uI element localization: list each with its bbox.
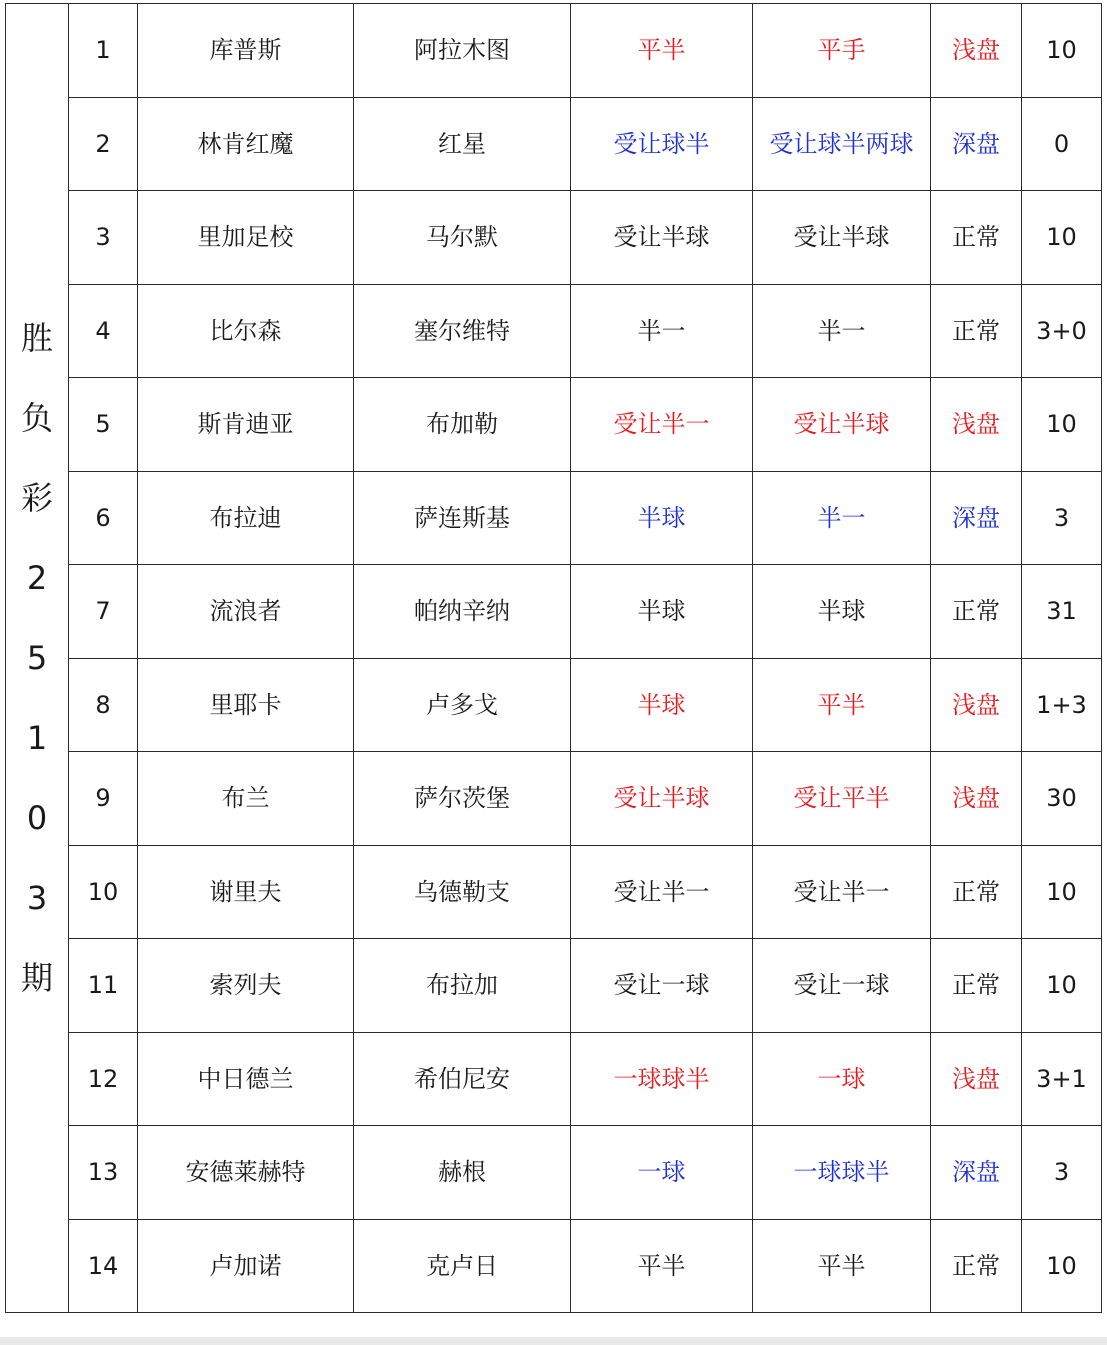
period-label-char: 3 [26, 879, 48, 917]
match-number-cell: 9 [69, 752, 138, 846]
bottom-scroll-strip [0, 1337, 1107, 1345]
home-team-cell: 谢里夫 [138, 845, 354, 939]
handicap-b-cell: 平手 [753, 4, 931, 98]
home-team-cell: 索列夫 [138, 939, 354, 1033]
handicap-a-cell: 平半 [571, 1219, 753, 1313]
handicap-b-cell: 半一 [753, 471, 931, 565]
handicap-a-cell: 半一 [571, 284, 753, 378]
handicap-a-cell: 受让球半 [571, 97, 753, 191]
match-number-cell: 10 [69, 845, 138, 939]
period-label-char: 0 [26, 799, 48, 837]
home-team-cell: 林肯红魔 [138, 97, 354, 191]
away-team-cell: 乌德勒支 [354, 845, 571, 939]
result-cell: 10 [1022, 845, 1102, 939]
handicap-depth-cell: 正常 [931, 565, 1022, 659]
handicap-a-cell: 受让半球 [571, 191, 753, 285]
handicap-depth-cell: 正常 [931, 284, 1022, 378]
match-number-cell: 6 [69, 471, 138, 565]
handicap-b-cell: 半一 [753, 284, 931, 378]
away-team-cell: 帕纳辛纳 [354, 565, 571, 659]
table-row [6, 658, 1102, 752]
away-team-cell: 马尔默 [354, 191, 571, 285]
handicap-depth-cell: 深盘 [931, 97, 1022, 191]
handicap-a-cell: 一球球半 [571, 1032, 753, 1126]
home-team-cell: 布兰 [138, 752, 354, 846]
handicap-depth-cell: 正常 [931, 191, 1022, 285]
handicap-a-cell: 半球 [571, 658, 753, 752]
handicap-depth-cell: 浅盘 [931, 1032, 1022, 1126]
match-number-cell: 3 [69, 191, 138, 285]
table-row [6, 939, 1102, 1033]
handicap-a-cell: 半球 [571, 471, 753, 565]
period-label-char: 彩 [20, 479, 53, 517]
match-number-cell: 11 [69, 939, 138, 1033]
away-team-cell: 布拉加 [354, 939, 571, 1033]
handicap-depth-cell: 深盘 [931, 471, 1022, 565]
table-row [6, 378, 1102, 472]
home-team-cell: 中日德兰 [138, 1032, 354, 1126]
result-cell: 10 [1022, 191, 1102, 285]
match-number-cell: 7 [69, 565, 138, 659]
away-team-cell: 布加勒 [354, 378, 571, 472]
table-row [6, 845, 1102, 939]
table-row [6, 1219, 1102, 1313]
handicap-depth-cell: 深盘 [931, 1126, 1022, 1220]
table-row [6, 471, 1102, 565]
match-number-cell: 8 [69, 658, 138, 752]
away-team-cell: 克卢日 [354, 1219, 571, 1313]
away-team-cell: 赫根 [354, 1126, 571, 1220]
result-cell: 3 [1022, 471, 1102, 565]
table-row [6, 97, 1102, 191]
away-team-cell: 卢多戈 [354, 658, 571, 752]
handicap-a-cell: 半球 [571, 565, 753, 659]
result-cell: 10 [1022, 939, 1102, 1033]
period-label-char: 1 [26, 719, 48, 757]
table-row [6, 1032, 1102, 1126]
result-cell: 1+3 [1022, 658, 1102, 752]
home-team-cell: 库普斯 [138, 4, 354, 98]
handicap-depth-cell: 正常 [931, 939, 1022, 1033]
away-team-cell: 塞尔维特 [354, 284, 571, 378]
handicap-a-cell: 受让一球 [571, 939, 753, 1033]
home-team-cell: 流浪者 [138, 565, 354, 659]
handicap-b-cell: 受让平半 [753, 752, 931, 846]
handicap-b-cell: 一球 [753, 1032, 931, 1126]
away-team-cell: 阿拉木图 [354, 4, 571, 98]
handicap-b-cell: 受让半球 [753, 191, 931, 285]
handicap-depth-cell: 浅盘 [931, 378, 1022, 472]
home-team-cell: 比尔森 [138, 284, 354, 378]
home-team-cell: 安德莱赫特 [138, 1126, 354, 1220]
period-label-char: 2 [26, 559, 48, 597]
period-label-char: 5 [26, 639, 48, 677]
result-cell: 10 [1022, 378, 1102, 472]
period-label-char: 负 [20, 399, 53, 437]
match-number-cell: 2 [69, 97, 138, 191]
match-number-cell: 1 [69, 4, 138, 98]
away-team-cell: 希伯尼安 [354, 1032, 571, 1126]
handicap-depth-cell: 浅盘 [931, 752, 1022, 846]
table-row [6, 284, 1102, 378]
handicap-depth-cell: 浅盘 [931, 4, 1022, 98]
home-team-cell: 卢加诺 [138, 1219, 354, 1313]
period-label-char: 胜 [20, 319, 53, 357]
result-cell: 3+1 [1022, 1032, 1102, 1126]
handicap-a-cell: 平半 [571, 4, 753, 98]
match-number-cell: 5 [69, 378, 138, 472]
match-number-cell: 13 [69, 1126, 138, 1220]
table-row [6, 1126, 1102, 1220]
home-team-cell: 布拉迪 [138, 471, 354, 565]
result-cell: 0 [1022, 97, 1102, 191]
home-team-cell: 斯肯迪亚 [138, 378, 354, 472]
handicap-b-cell: 受让半球 [753, 378, 931, 472]
match-number-cell: 14 [69, 1219, 138, 1313]
handicap-depth-cell: 正常 [931, 845, 1022, 939]
table-row [6, 752, 1102, 846]
result-cell: 10 [1022, 4, 1102, 98]
table-row [6, 191, 1102, 285]
result-cell: 30 [1022, 752, 1102, 846]
handicap-b-cell: 受让半一 [753, 845, 931, 939]
table-row [6, 565, 1102, 659]
handicap-a-cell: 一球 [571, 1126, 753, 1220]
period-label-char: 期 [20, 959, 53, 997]
match-number-cell: 4 [69, 284, 138, 378]
handicap-a-cell: 受让半一 [571, 845, 753, 939]
away-team-cell: 萨连斯基 [354, 471, 571, 565]
handicap-a-cell: 受让半一 [571, 378, 753, 472]
handicap-b-cell: 平半 [753, 1219, 931, 1313]
period-cell [6, 4, 69, 1313]
handicap-b-cell: 平半 [753, 658, 931, 752]
handicap-a-cell: 受让半球 [571, 752, 753, 846]
handicap-b-cell: 一球球半 [753, 1126, 931, 1220]
handicap-depth-cell: 浅盘 [931, 658, 1022, 752]
table-row [6, 4, 1102, 98]
period-label [10, 298, 64, 1018]
lottery-table [5, 3, 1102, 1313]
match-number-cell: 12 [69, 1032, 138, 1126]
result-cell: 31 [1022, 565, 1102, 659]
home-team-cell: 里耶卡 [138, 658, 354, 752]
result-cell: 3+0 [1022, 284, 1102, 378]
handicap-b-cell: 受让球半两球 [753, 97, 931, 191]
result-cell: 3 [1022, 1126, 1102, 1220]
handicap-depth-cell: 正常 [931, 1219, 1022, 1313]
away-team-cell: 红星 [354, 97, 571, 191]
away-team-cell: 萨尔茨堡 [354, 752, 571, 846]
result-cell: 10 [1022, 1219, 1102, 1313]
handicap-b-cell: 半球 [753, 565, 931, 659]
home-team-cell: 里加足校 [138, 191, 354, 285]
handicap-b-cell: 受让一球 [753, 939, 931, 1033]
table-body [6, 4, 1102, 1313]
